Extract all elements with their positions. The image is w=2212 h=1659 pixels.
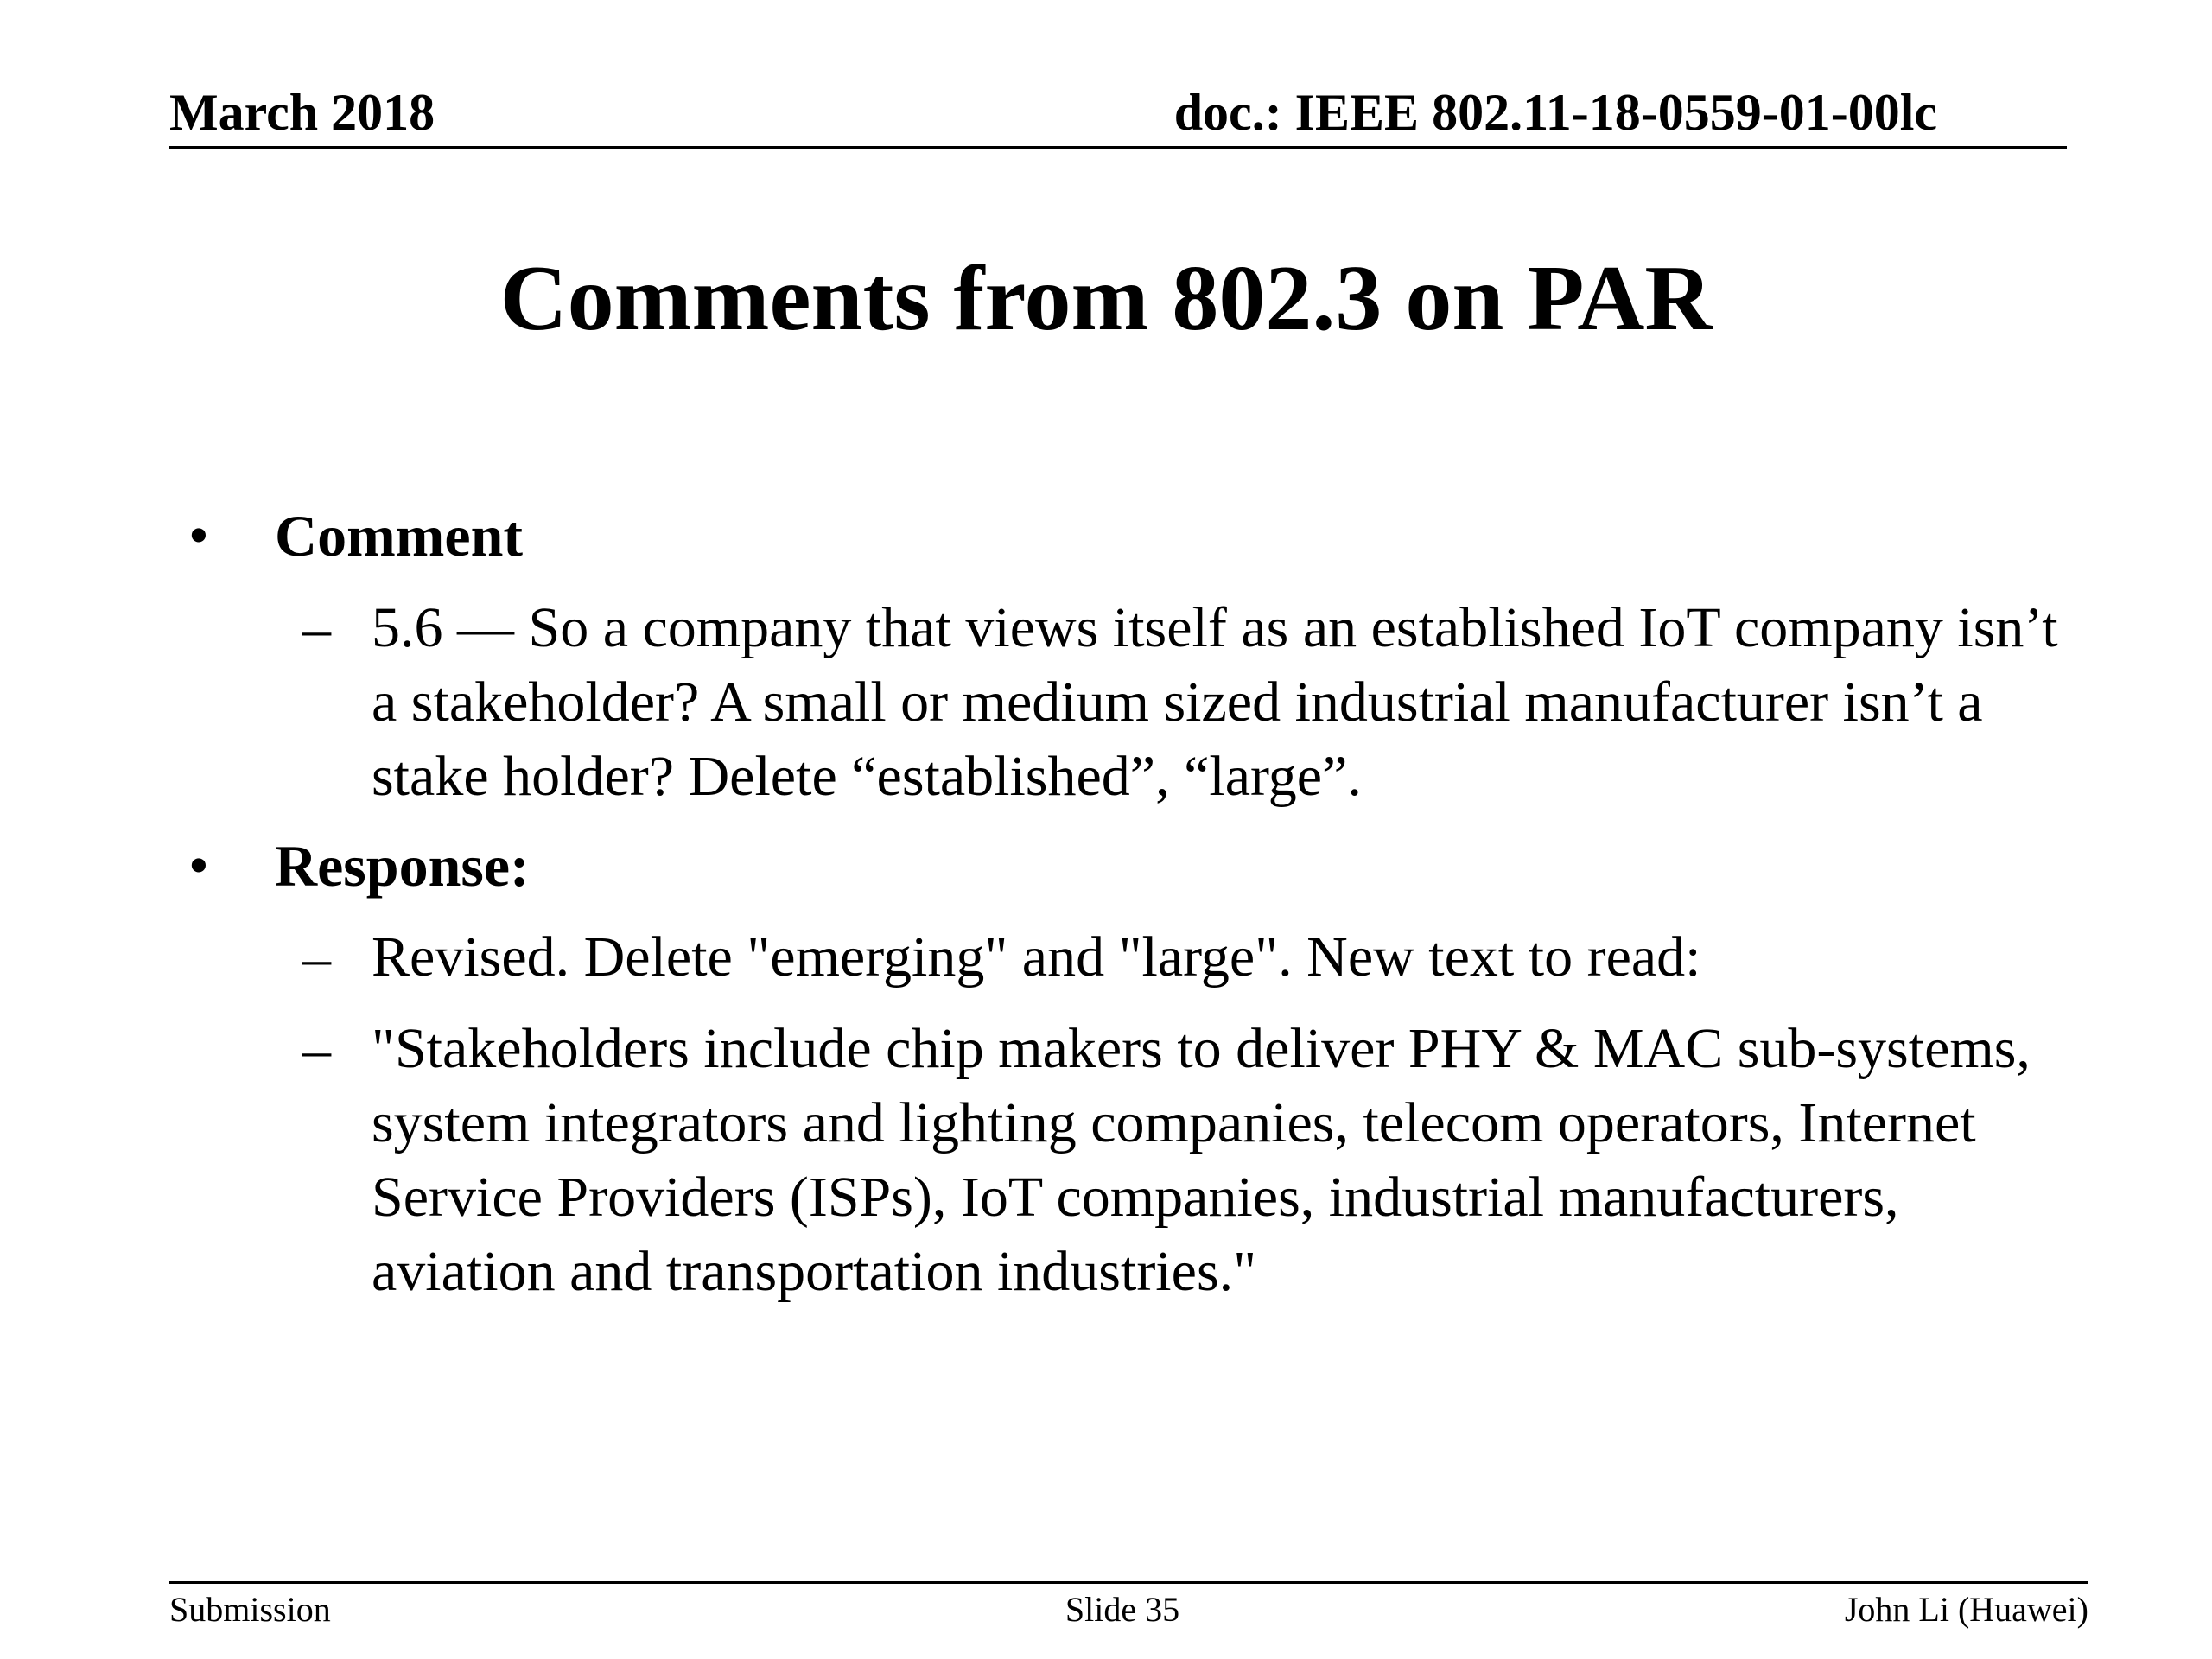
footer-rule — [169, 1581, 2088, 1584]
subitem-response-dash-1: – — [302, 926, 331, 989]
footer-submission: Submission — [169, 1590, 331, 1629]
header-date: March 2018 — [169, 84, 435, 141]
subitem-comment-text: 5.6 — So a company that views itself as an established IoT company isn’t a stakeholder? A small or medium sized industrial manufacturer isn’t a stake holder? Delete “established”, “large”. — [372, 596, 2058, 808]
header-document-id: doc.: IEEE 802.11-18-0559-01-00lc — [1173, 84, 1937, 141]
subitem-response-dash-2: – — [302, 1018, 331, 1081]
slide-title: Comments from 802.3 on PAR — [499, 247, 1713, 350]
bullet-response-marker: • — [188, 832, 209, 898]
footer-author: John Li (Huawei) — [1844, 1590, 2088, 1629]
bullet-response-label: Response: — [275, 833, 530, 899]
subitem-response-text-1: Revised. Delete "emerging" and "large". New text to read: — [372, 925, 1701, 988]
footer-slide-number: Slide 35 — [1065, 1590, 1180, 1629]
subitem-response-text-2: "Stakeholders include chip makers to deliver PHY & MAC sub-systems, system integrators and lighting companies, telecom operators, Internet Service Providers (ISPs), IoT companies, industrial manufacturers, aviation and transportation industries." — [372, 1017, 2031, 1303]
subitem-comment-dash: – — [302, 597, 331, 660]
bullet-comment-marker: • — [188, 502, 209, 568]
bullet-comment-label: Comment — [275, 503, 524, 569]
